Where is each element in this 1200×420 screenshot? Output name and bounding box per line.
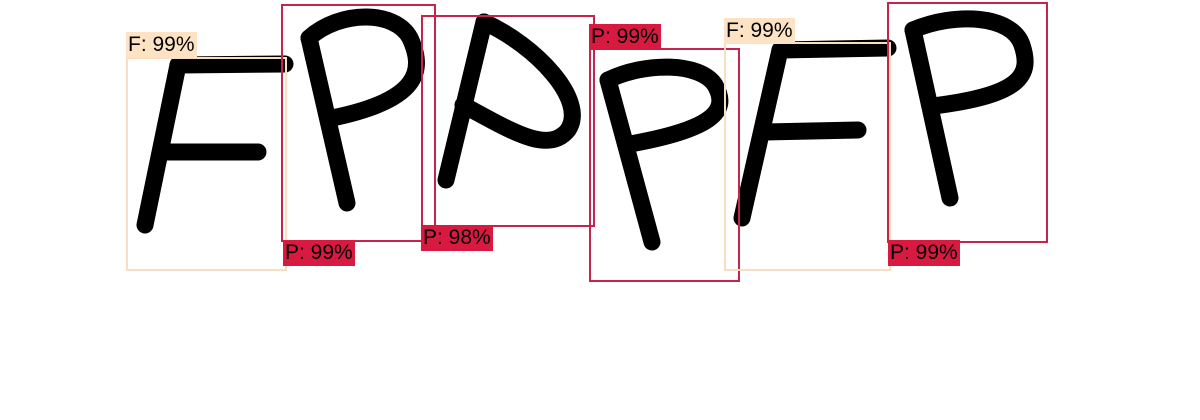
detection-label: F: 99% <box>128 33 195 56</box>
detection-label: P: 98% <box>423 226 491 249</box>
bounding-box-p <box>281 4 436 242</box>
bounding-box-f <box>126 57 287 271</box>
bounding-box-p <box>421 15 595 227</box>
bounding-box-p <box>589 48 740 282</box>
detection-label: F: 99% <box>726 19 793 42</box>
bounding-box-f <box>724 42 891 271</box>
detection-label: P: 99% <box>890 241 958 264</box>
detection-label: P: 99% <box>285 241 353 264</box>
bounding-box-p <box>887 2 1048 243</box>
detection-label: P: 99% <box>591 25 659 48</box>
